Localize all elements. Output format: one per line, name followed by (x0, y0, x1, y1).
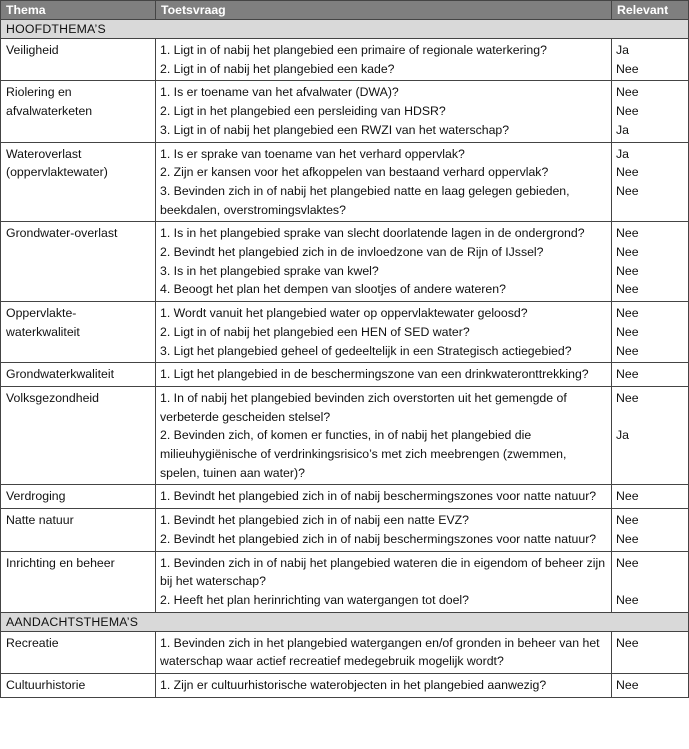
table-row (1, 81, 689, 142)
question-text: 1. Is er toename van het afvalwater (DWA)? (160, 85, 399, 100)
table-row (1, 363, 689, 387)
relevant-answer: Ja (616, 43, 629, 57)
theme-cell: Cultuurhistorie (1, 674, 156, 698)
question-cell (156, 551, 612, 612)
question-text: 2. Heeft het plan herinrichting van watergangen tot doel? (160, 592, 469, 607)
theme-cell: Wateroverlast (oppervlaktewater) (1, 142, 156, 222)
theme-cell: Volksgezondheid (1, 386, 156, 485)
relevant-answer: Nee (616, 165, 639, 180)
table-row (1, 302, 689, 363)
table-row (1, 551, 689, 612)
relevant-cell (612, 302, 689, 363)
relevant-answer: Nee (616, 635, 639, 650)
theme-cell: Grondwaterkwaliteit (1, 363, 156, 387)
question-cell (156, 81, 612, 142)
relevant-answer: Nee (616, 306, 639, 321)
question-text: 1. Is er sprake van toename van het verhard oppervlak? (160, 146, 465, 161)
relevant-cell (612, 222, 689, 302)
theme-cell: Recreatie (1, 631, 156, 673)
relevant-answer: Nee (616, 85, 639, 100)
question-text: 4. Beoogt het plan het dempen van slootjes of andere wateren? (160, 282, 506, 297)
question-text: 1. Ligt in of nabij het plangebied een primaire of regionale waterkering? (160, 43, 547, 57)
relevant-answer: Nee (616, 678, 639, 693)
relevant-answer: Nee (616, 489, 639, 504)
theme-cell: Natte natuur (1, 509, 156, 551)
table-row (1, 386, 689, 485)
question-cell (156, 386, 612, 485)
relevant-cell (612, 81, 689, 142)
header-thema: Thema (1, 1, 156, 20)
relevant-cell (612, 674, 689, 698)
relevant-answer: Nee (616, 245, 639, 260)
relevant-answer: Ja (616, 122, 629, 137)
section-row (1, 20, 689, 39)
header-relevant: Relevant (612, 1, 689, 20)
relevant-answer: Nee (616, 343, 639, 358)
question-cell (156, 39, 612, 81)
relevant-cell (612, 386, 689, 485)
theme-cell: Verdroging (1, 485, 156, 509)
theme-cell: Grondwater-overlast (1, 222, 156, 302)
question-text: 1. Bevinden zich in of nabij het plangebied wateren die in eigendom of beheer zijn bij het waterschap? (160, 555, 606, 589)
question-text: 2. Bevindt het plangebied zich in de invloedzone van de Rijn of IJssel? (160, 245, 544, 260)
question-cell (156, 302, 612, 363)
question-text: 2. Ligt in of nabij het plangebied een HEN of SED water? (160, 324, 470, 339)
question-text: 3. Bevinden zich in of nabij het plangebied natte en laag gelegen gebieden, beekdalen, overstromingsvlaktes? (160, 183, 570, 217)
relevant-answer: Ja (616, 146, 629, 161)
question-text: 1. Bevindt het plangebied zich in of nabij een natte EVZ? (160, 513, 470, 528)
question-text: 1. Zijn er cultuurhistorische waterobjecten in het plangebied aanwezig? (160, 678, 547, 693)
relevant-answer: Nee (616, 592, 639, 607)
question-text: 3. Ligt in of nabij het plangebied een RWZI van het waterschap? (160, 122, 510, 137)
table-row (1, 39, 689, 81)
question-cell (156, 142, 612, 222)
question-cell (156, 674, 612, 698)
question-text: 2. Ligt in of nabij het plangebied een kade? (160, 61, 395, 76)
question-text: 1. Bevindt het plangebied zich in of nabij beschermingszones voor natte natuur? (160, 489, 597, 504)
question-cell (156, 222, 612, 302)
theme-cell: Inrichting en beheer (1, 551, 156, 612)
relevant-answer: Nee (616, 324, 639, 339)
relevant-answer: Nee (616, 263, 639, 278)
question-text: 2. Ligt in het plangebied een persleiding van HDSR? (160, 104, 446, 119)
question-text: 2. Bevinden zich, of komen er functies, in of nabij het plangebied die milieuhygiënische of verdrinkingsrisico’s met zich meebrengen (zwemmen, spelen, tuinen aan water)? (160, 428, 567, 480)
question-text: 1. In of nabij het plangebied bevinden zich overstorten uit het gemengde of verbeterde gescheiden stelsel? (160, 390, 567, 424)
relevant-cell (612, 551, 689, 612)
table-row (1, 631, 689, 673)
relevant-answer: Nee (616, 390, 639, 405)
question-cell (156, 485, 612, 509)
table-row (1, 485, 689, 509)
question-text: 1. Wordt vanuit het plangebied water op oppervlaktewater geloosd? (160, 306, 528, 321)
theme-cell: Veiligheid (1, 39, 156, 81)
relevant-answer: Nee (616, 183, 639, 198)
question-cell (156, 363, 612, 387)
relevant-cell (612, 485, 689, 509)
relevant-cell (612, 631, 689, 673)
relevant-answer: Nee (616, 104, 639, 119)
relevant-answer: Ja (616, 428, 629, 443)
theme-cell: Oppervlakte-waterkwaliteit (1, 302, 156, 363)
relevant-answer: Nee (616, 367, 639, 382)
table-row (1, 509, 689, 551)
table-row (1, 674, 689, 698)
question-text: 2. Zijn er kansen voor het afkoppelen van bestaand verhard oppervlak? (160, 165, 549, 180)
relevant-answer: Nee (616, 226, 639, 241)
header-toetsvraag: Toetsvraag (156, 1, 612, 20)
question-text: 3. Is in het plangebied sprake van kwel? (160, 263, 379, 278)
relevant-cell (612, 142, 689, 222)
relevant-answer: Nee (616, 513, 639, 528)
relevant-answer: Nee (616, 555, 639, 570)
relevant-answer: Nee (616, 282, 639, 297)
table-row (1, 142, 689, 222)
question-text: 1. Ligt het plangebied in de beschermingszone van een drinkwateronttrekking? (160, 367, 589, 382)
table-body (1, 20, 689, 698)
relevant-answer: Nee (616, 61, 639, 76)
question-text: 1. Bevinden zich in het plangebied watergangen en/of gronden in beheer van het waterschap waar actief recreatief medegebruik mogelijk wordt? (160, 635, 600, 669)
relevant-answer: Nee (616, 531, 639, 546)
relevant-cell (612, 39, 689, 81)
theme-cell: Riolering en afvalwaterketen (1, 81, 156, 142)
section-title: AANDACHTSTHEMA’S (1, 612, 689, 631)
question-text: 3. Ligt het plangebied geheel of gedeeltelijk in een Strategisch actiegebied? (160, 343, 572, 358)
section-title: HOOFDTHEMA’S (1, 20, 689, 39)
table-header-row (1, 1, 689, 20)
relevant-cell (612, 363, 689, 387)
section-row (1, 612, 689, 631)
question-text: 2. Bevindt het plangebied zich in of nabij beschermingszones voor natte natuur? (160, 531, 597, 546)
question-cell (156, 509, 612, 551)
question-text: 1. Is in het plangebied sprake van slecht doorlatende lagen in de ondergrond? (160, 226, 585, 241)
question-cell (156, 631, 612, 673)
table-row (1, 222, 689, 302)
relevant-cell (612, 509, 689, 551)
